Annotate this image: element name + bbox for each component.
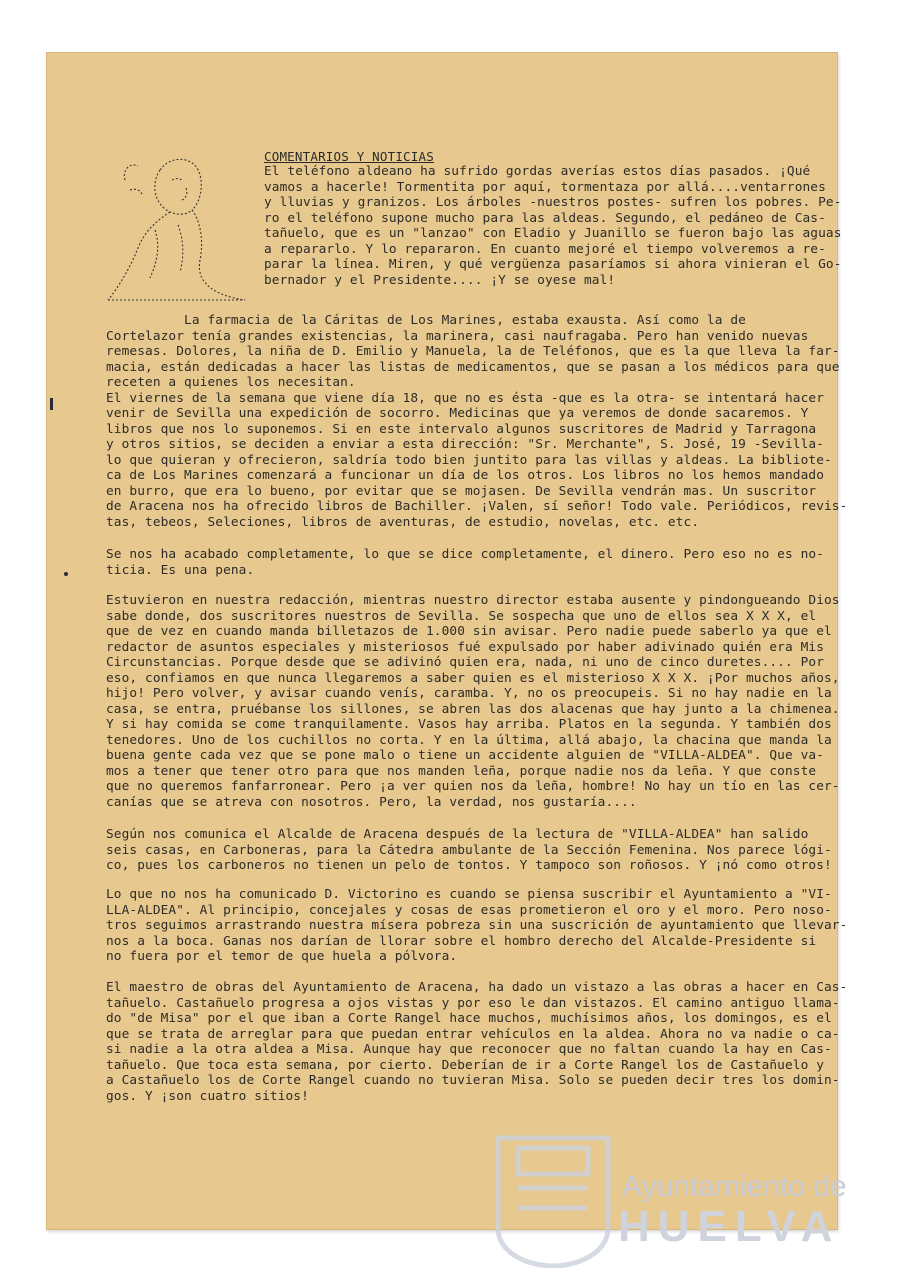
text-line: eso, confiamos en que nunca llegaremos a saber quien es el misterioso X X X. ¡Por muchos años, [106,670,840,686]
text-line: que de vez en cuando manda billetazos de 1.000 sin avisar. Pero nadie puede saberlo ya que el [106,624,832,639]
text-line: tros seguimos arrastrando nuestra mísera pobreza sin una suscrición de ayuntamiento que llevar- [106,918,848,933]
text-line: en burro, que era lo bueno, por evitar que se mojasen. De Sevilla vendrán mas. Un suscritor [106,483,817,499]
text-line: El teléfono aldeano ha sufrido gordas averías estos días pasados. ¡Qué [264,164,811,179]
text-line: Según nos comunica el Alcalde de Aracena después de la lectura de "VILLA-ALDEA" han salido [106,827,809,842]
text-line: mos a tener que tener otro para que nos manden leña, porque nadie nos da leña. Y que conste [106,763,817,779]
text-line: Circunstancias. Porque desde que se adivinó quien era, nada, ni uno de cinco duretes.... Por [106,655,825,670]
text-line: El maestro de obras del Ayuntamiento de Aracena, ha dado un vistazo a las obras a hacer en Cas- [106,980,848,995]
text-line: y lluvias y granizos. Los árboles -nuestros postes- sufren los pobres. Pe- [264,195,842,210]
text-line: sabe donde, dos suscritores nuestros de Sevilla. Se sospecha que uno de ellos sea X X X, el [106,608,817,624]
text-line: Se nos ha acabado completamente, lo que se dice completamente, el dinero. Pero eso no es no- [106,547,825,562]
text-line: bernador y el Presidente.... ¡Y se oyese mal! [264,272,616,288]
text-line: gos. Y ¡son cuatro sitios! [106,1088,309,1104]
text-line: que se trata de arreglar para que puedan entrar vehículos en la aldea. Ahora no va nadie o ca- [106,1026,840,1042]
text-line: Cortelazor tenía grandes existencias, la marinera, casi naufragaba. Pero han venido nuevas [106,328,809,344]
paragraph-farmacia [106,313,847,530]
text-line: remesas. Dolores, la niña de D. Emilio y Manuela, la de Teléfonos, que es la que lleva la far- [106,344,840,359]
text-line: tañuelo. Castañuelo progresa a ojos vistas y por eso le dan vistazos. El camino antiguo llama- [106,995,840,1011]
paragraph-maestro-obras [106,980,847,1104]
text-line: Estuvieron en nuestra redacción, mientras nuestro director estaba ausente y pindongueando Dios [106,593,840,608]
text-line: redactor de asuntos especiales y misteriosos fué expulsado por haber adivinado quién era Mis [106,639,825,655]
watermark-line1: Ayuntamiento de [622,1170,847,1203]
text-line: LLA-ALDEA". Al principio, concejales y cosas de esas prometieron el oro y el moro. Pero noso- [106,902,832,918]
text-line: tañuelo. Que toca esta semana, por cierto. Deberían de ir a Corte Rangel los de Castañuelo y [106,1057,825,1073]
text-line: parar la línea. Miren, y qué vergüenza pasaríamos si ahora vinieran el Go- [264,257,842,272]
text-line: tas, tebeos, Seleciones, libros de aventuras, de estudio, novelas, etc. etc. [106,514,700,530]
text-line: Lo que no nos ha comunicado D. Victorino es cuando se piensa suscribir el Ayuntamiento a "VI- [106,887,832,902]
text-line: La farmacia de la Cáritas de Los Marines, estaba exausta. Así como la de [106,313,746,328]
text-line: a Castañuelo los de Corte Rangel cuando no tuvieran Misa. Solo se pueden decir tres los domin- [106,1073,840,1088]
paragraph-ayuntamiento [106,887,847,965]
document-heading: COMENTARIOS Y NOTICIAS [264,149,434,164]
text-line: de Aracena nos ha ofrecido libros de Bachiller. ¡Valen, sí señor! Todo vale. Periódicos, revis- [106,499,848,514]
text-line: co, pues los carboneros no tienen un pelo de tontos. Y tampoco son roñosos. Y ¡nó como otros! [106,858,832,873]
text-line: buena gente cada vez que se pone malo o tiene un accidente alguien de "VILLA-ALDEA". Que va- [106,748,825,763]
text-line: venir de Sevilla una expedición de socorro. Medicinas que ya veremos de donde sacaremos. Y [106,406,809,421]
ink-mark [64,572,68,576]
sketch-illustration [100,150,250,310]
text-line: que no queremos fanfarronear. Pero ¡a ver quien nos da leña, hombre! No hay un tío en las cer- [106,779,840,794]
watermark-line2: HUELVA [618,1202,841,1251]
text-line: ro el teléfono supone mucho para las aldeas. Segundo, el pedáneo de Cas- [264,210,826,226]
paragraph-telefono [264,164,842,288]
text-line: nos a la boca. Ganas nos darían de llorar sobre el hombro derecho del Alcalde-Presidente si [106,933,817,949]
text-line: tañuelo, que es un "lanzao" con Eladio y Juanillo se fueron bajo las aguas [264,226,842,241]
paragraph-alcalde [106,827,832,874]
text-line: macia, están dedicadas a hacer las listas de medicamentos, que se pasan a los médicos para que [106,359,840,375]
text-line: tenedores. Uno de los cuchillos no corta. Y en la última, allá abajo, la chacina que manda la [106,732,832,748]
text-line: ca de Los Marines comenzará a funcionar un día de los otros. Los libros no los hemos mandado [106,468,825,483]
text-line: ticia. Es una pena. [106,562,255,578]
text-line: receten a quienes los necesitan. [106,375,356,390]
text-line: El viernes de la semana que viene día 18, que no es ésta -que es la otra- se intentará hacer [106,390,825,406]
text-line: y otros sitios, se deciden a enviar a esta dirección: "Sr. Merchante", S. José, 19 -Sevilla- [106,437,825,452]
text-line: lo que quieran y ofrecieron, saldría todo bien juntito para las villas y aldeas. La bibliote- [106,452,832,468]
ink-mark [50,398,53,410]
text-line: do "de Misa" por el que iban a Corte Rangel hace muchos, muchísimos años, los domingos, es el [106,1011,832,1026]
text-line: si nadie a la otra aldea a Misa. Aunque hay que reconocer que no faltan cuando la hay en Cas- [106,1042,832,1057]
text-line: hijo! Pero volver, y avisar cuando venís, caramba. Y, no os preocupeis. Si no hay nadie en la [106,686,832,701]
text-line: libros que nos lo suponemos. Si en este intervalo algunos suscritores de Madrid y Tarragona [106,421,817,437]
text-line: canías que se atreva con nosotros. Pero, la verdad, nos gustaría.... [106,794,637,810]
text-line: casa, se entra, pruébanse los sillones, se abren las dos alacenas que hay junto a la chimenea. [106,701,840,717]
text-line: Y si hay comida se come tranquilamente. Vasos hay arriba. Platos en la segunda. Y también dos [106,717,832,732]
text-line: a repararlo. Y lo repararon. En cuanto mejoré el tiempo volveremos a re- [264,241,826,257]
text-line: seis casas, en Carboneras, para la Cátedra ambulante de la Sección Femenina. Nos parece lógi- [106,842,832,858]
text-line: vamos a hacerle! Tormentita por aquí, tormentaza por allá....ventarrones [264,179,826,195]
paragraph-redaccion [106,593,840,810]
text-line: no fuera por el temor de que huela a pólvora. [106,949,458,964]
paragraph-dinero [106,547,824,578]
